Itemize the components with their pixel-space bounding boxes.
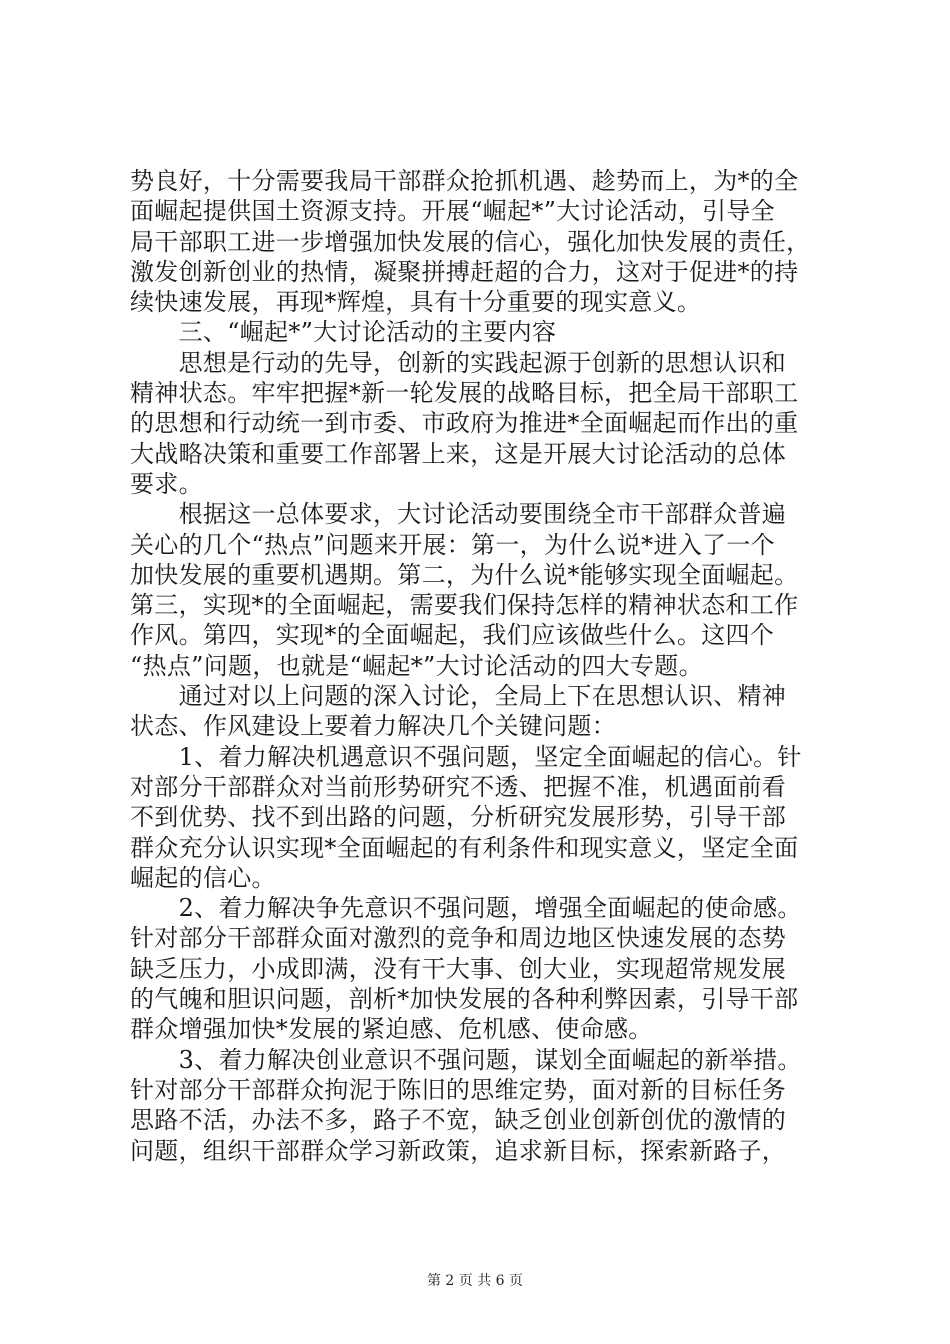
text-line: 群众充分认识实现*全面崛起的有利条件和现实意义，坚定全面 bbox=[130, 833, 799, 862]
text-line: 续快速发展，再现*辉煌，具有十分重要的现实意义。 bbox=[130, 288, 702, 317]
text-line: 关心的几个“热点”问题来开展：第一，为什么说*进入了一个 bbox=[130, 530, 775, 559]
text-line: 1、着力解决机遇意识不强问题，坚定全面崛起的信心。针 bbox=[130, 742, 802, 771]
text-line: 群众增强加快*发展的紧迫感、危机感、使命感。 bbox=[130, 1015, 653, 1044]
text-line: 不到优势、找不到出路的问题，分析研究发展形势，引导干部 bbox=[130, 803, 787, 832]
text-line: 局干部职工进一步增强加快发展的信心，强化加快发展的责任， bbox=[130, 227, 811, 256]
text-line: 针对部分干部群众拘泥于陈旧的思维定势，面对新的目标任务 bbox=[130, 1075, 787, 1104]
text-line: 要求。 bbox=[130, 469, 203, 498]
text-line: 3、着力解决创业意识不强问题，谋划全面崛起的新举措。 bbox=[130, 1045, 802, 1074]
text-line: 通过对以上问题的深入讨论，全局上下在思想认识、精神 bbox=[130, 682, 787, 711]
text-line: “热点”问题，也就是“崛起*”大讨论活动的四大专题。 bbox=[130, 651, 703, 680]
text-line: 缺乏压力，小成即满，没有干大事、创大业，实现超常规发展 bbox=[130, 954, 787, 983]
text-line: 势良好，十分需要我局干部群众抢抓机遇、趁势而上，为*的全 bbox=[130, 167, 799, 195]
text-line: 的气魄和胆识问题，剖析*加快发展的各种利弊因素，引导干部 bbox=[130, 985, 799, 1014]
document-body bbox=[130, 166, 830, 1166]
text-line: 面崛起提供国土资源支持。开展“崛起*”大讨论活动，引导全 bbox=[130, 197, 775, 226]
text-line: 崛起的信心。 bbox=[130, 863, 276, 892]
text-line: 作风。第四，实现*的全面崛起，我们应该做些什么。这四个 bbox=[130, 621, 775, 650]
text-line: 针对部分干部群众面对激烈的竞争和周边地区快速发展的态势 bbox=[130, 924, 787, 953]
text-line: 思路不活，办法不多，路子不宽，缺乏创业创新创优的激情的 bbox=[130, 1106, 787, 1135]
text-line: 根据这一总体要求，大讨论活动要围绕全市干部群众普遍 bbox=[130, 500, 787, 529]
text-line: 第三，实现*的全面崛起，需要我们保持怎样的精神状态和工作 bbox=[130, 591, 799, 620]
text-line: 大战略决策和重要工作部署上来，这是开展大讨论活动的总体 bbox=[130, 439, 787, 468]
text-line: 激发创新创业的热情，凝聚拼搏赶超的合力，这对于促进*的持 bbox=[130, 257, 799, 286]
page-footer bbox=[0, 1270, 950, 1290]
text-line: 状态、作风建设上要着力解决几个关键问题： bbox=[130, 712, 616, 741]
text-line: 问题，组织干部群众学习新政策，追求新目标，探索新路子， bbox=[130, 1136, 787, 1165]
text-line: 加快发展的重要机遇期。第二，为什么说*能够实现全面崛起。 bbox=[130, 560, 799, 589]
page-number: 第 2 页 共 6 页 bbox=[426, 1273, 524, 1289]
text-line: 对部分干部群众对当前形势研究不透、把握不准，机遇面前看 bbox=[130, 772, 787, 801]
text-line: 思想是行动的先导，创新的实践起源于创新的思想认识和 bbox=[130, 348, 787, 377]
text-line: 的思想和行动统一到市委、市政府为推进*全面崛起而作出的重 bbox=[130, 409, 799, 438]
text-line: 2、着力解决争先意识不强问题，增强全面崛起的使命感。 bbox=[130, 894, 802, 923]
section-heading: 三、“崛起*”大讨论活动的主要内容 bbox=[130, 318, 557, 347]
text-line: 精神状态。牢牢把握*新一轮发展的战略目标，把全局干部职工 bbox=[130, 379, 799, 408]
